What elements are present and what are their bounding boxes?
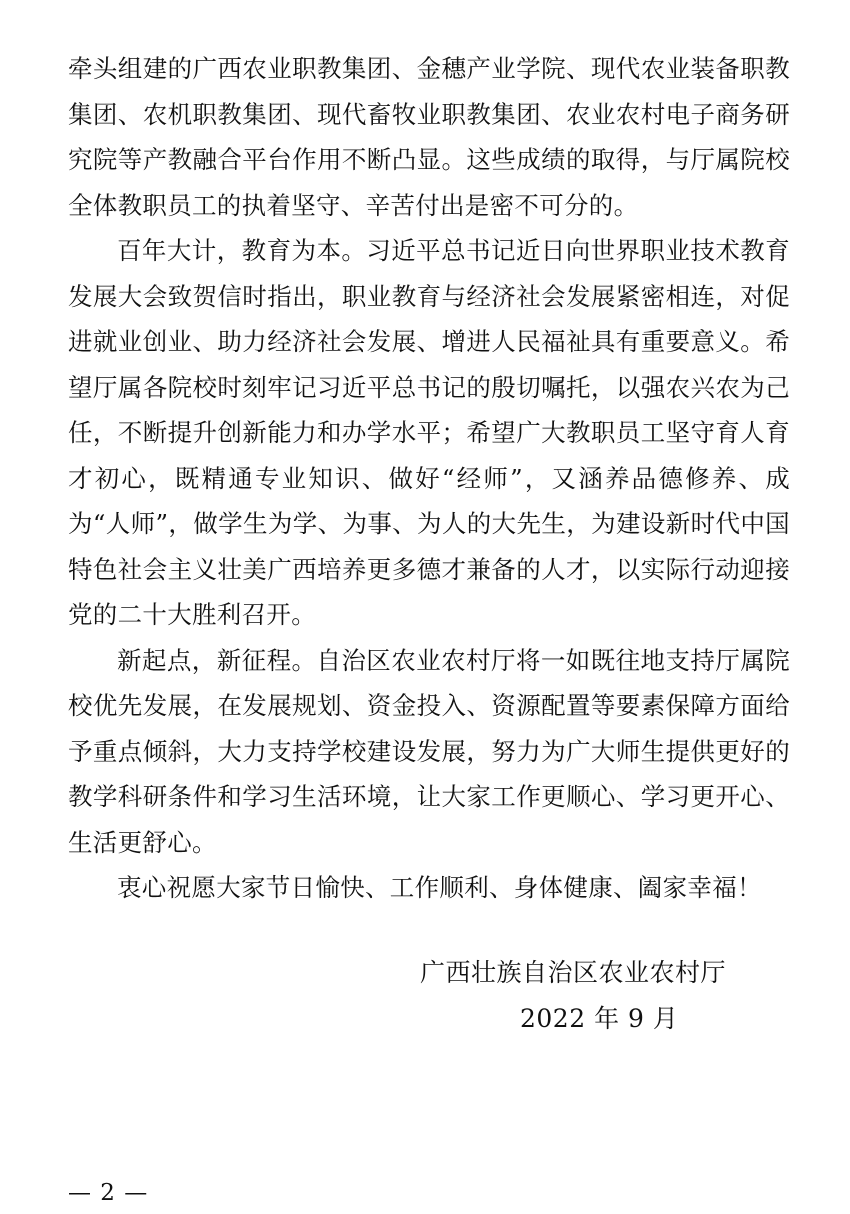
signature-organization: 广西壮族自治区农业农村厅	[420, 958, 727, 987]
paragraph-wishes: 衷心祝愿大家节日愉快、工作顺利、身体健康、阖家幸福！	[117, 873, 762, 902]
signature-date: 2022 年 9 月	[520, 1004, 679, 1033]
page-number: — 2 —	[68, 1180, 149, 1206]
letter-body	[68, 46, 790, 911]
paragraph-new-journey: 新起点，新征程。自治区农业农村厅将一如既往地支持厅属院校优先发展，在发展规划、资金投入、资源配置等要素保障方面给予重点倾斜，大力支持学校建设发展，努力为广大师生提供更好的教学科研条件和学习生活环境，让大家工作更顺心、学习更开心、生活更舒心。	[68, 645, 790, 857]
paragraph-education: 百年大计，教育为本。习近平总书记近日向世界职业技术教育发展大会致贺信时指出，职业教育与经济社会发展紧密相连，对促进就业创业、助力经济社会发展、增进人民福祉具有重要意义。希望厅属各院校时刻牢记习近平总书记的殷切嘱托，以强农兴农为己任，不断提升创新能力和办学水平；希望广大教职员工坚守育人育才初心，既精通专业知识、做好“经师”，又涵养品德修养、成为“人师”，做学生为学、为事、为人的大先生，为建设新时代中国特色社会主义壮美广西培养更多德才兼备的人才，以实际行动迎接党的二十大胜利召开。	[68, 236, 790, 629]
paragraph-continued: 牵头组建的广西农业职教集团、金穗产业学院、现代农业装备职教集团、农机职教集团、现代畜牧业职教集团、农业农村电子商务研究院等产教融合平台作用不断凸显。这些成绩的取得，与厅属院校全体教职员工的执着坚守、辛苦付出是密不可分的。	[68, 54, 790, 220]
